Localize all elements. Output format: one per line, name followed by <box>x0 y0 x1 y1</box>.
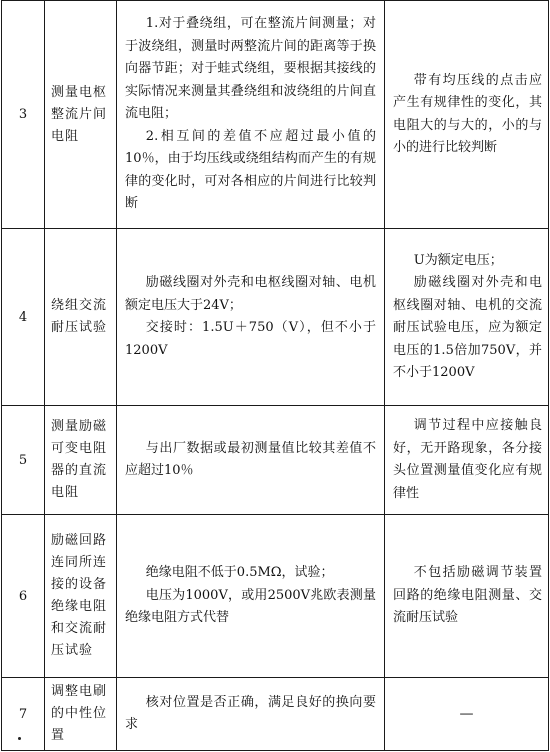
table-row <box>2 1 549 229</box>
standard-cell <box>117 406 385 515</box>
note-cell <box>385 515 549 678</box>
row-number: 5 <box>2 406 45 515</box>
standard-cell <box>117 229 385 406</box>
test-item-name: 测量励磁可变电阻器的直流电阻 <box>51 419 108 500</box>
row-number: 4 <box>2 229 45 406</box>
note-paragraph: 带有均压线的点击应产生有规律性的变化，其电阻大的与大的，小的与小的进行比较判断 <box>393 72 542 155</box>
row-number: 3 <box>2 1 45 229</box>
table-row <box>2 229 549 406</box>
empty-dash: — <box>459 706 474 722</box>
test-items-table <box>1 0 549 751</box>
test-item-name: 测量电枢整流片间电阻 <box>51 84 108 144</box>
standard-paragraph: 励磁线圈对外壳和电枢线圈对轴、电机额定电压大于24V； <box>125 275 376 313</box>
standard-paragraph: 核对位置是否正确，满足良好的换向要求 <box>125 694 376 732</box>
note-cell <box>385 678 549 751</box>
test-item-cell <box>45 406 117 515</box>
test-item-name: 励磁回路连同所连接的设备绝缘电阻和交流耐压试验 <box>51 533 108 658</box>
note-paragraph: 不包括励磁调节装置回路的绝缘电阻测量、交流耐压试验 <box>393 565 542 626</box>
test-item-cell <box>45 678 117 751</box>
note-cell <box>385 1 549 229</box>
note-paragraph: U为额定电压； <box>413 252 503 268</box>
standard-cell <box>117 1 385 229</box>
test-item-name: 调整电刷的中性位置 <box>51 684 108 743</box>
standard-paragraph: 2.相互间的差值不应超过最小值的10％，由于均压线或绕组结构而产生的有规律的变化时，可对各相应的片间进行比较判断 <box>125 128 376 212</box>
note-paragraph: 励磁线圈对外壳和电枢线圈对轴、电机的交流耐压试验电压，应为额定电压的1.5倍加750V，并不小于1200V <box>393 275 542 380</box>
table-row <box>2 515 549 678</box>
standard-paragraph: 交接时：1.5U＋750（V），但不小于1200V <box>125 320 376 358</box>
table-row <box>2 406 549 515</box>
standard-paragraph: 1.对于叠绕组，可在整流片间测量；对于波绕组，测量时两整流片间的距离等于换向器节距；对于蛙式绕组，要根据其接线的实际情况来测量其叠绕组和波绕组的片间直流电阻； <box>125 16 376 122</box>
standard-cell <box>117 515 385 678</box>
note-paragraph: 调节过程中应接触良好，无开路现象，各分接头位置测量值变化应有规律性 <box>393 418 542 501</box>
test-item-cell <box>45 229 117 406</box>
table-row <box>2 678 549 751</box>
row-number: 6 <box>2 515 45 678</box>
note-cell <box>385 229 549 406</box>
standard-cell <box>117 678 385 751</box>
standard-paragraph: 绝缘电阻不低于0.5MΩ，试验； <box>145 565 334 581</box>
test-item-cell <box>45 1 117 229</box>
standard-paragraph: 电压为1000V，或用2500V兆欧表测量绝缘电阻方式代替 <box>125 587 376 626</box>
test-item-cell <box>45 515 117 678</box>
scan-speck <box>18 737 21 740</box>
note-cell <box>385 406 549 515</box>
row-number: 7 <box>2 678 45 751</box>
standard-paragraph: 与出厂数据或最初测量值比较其差值不应超过10％ <box>125 440 376 478</box>
test-item-name: 绕组交流耐压试验 <box>51 298 108 335</box>
